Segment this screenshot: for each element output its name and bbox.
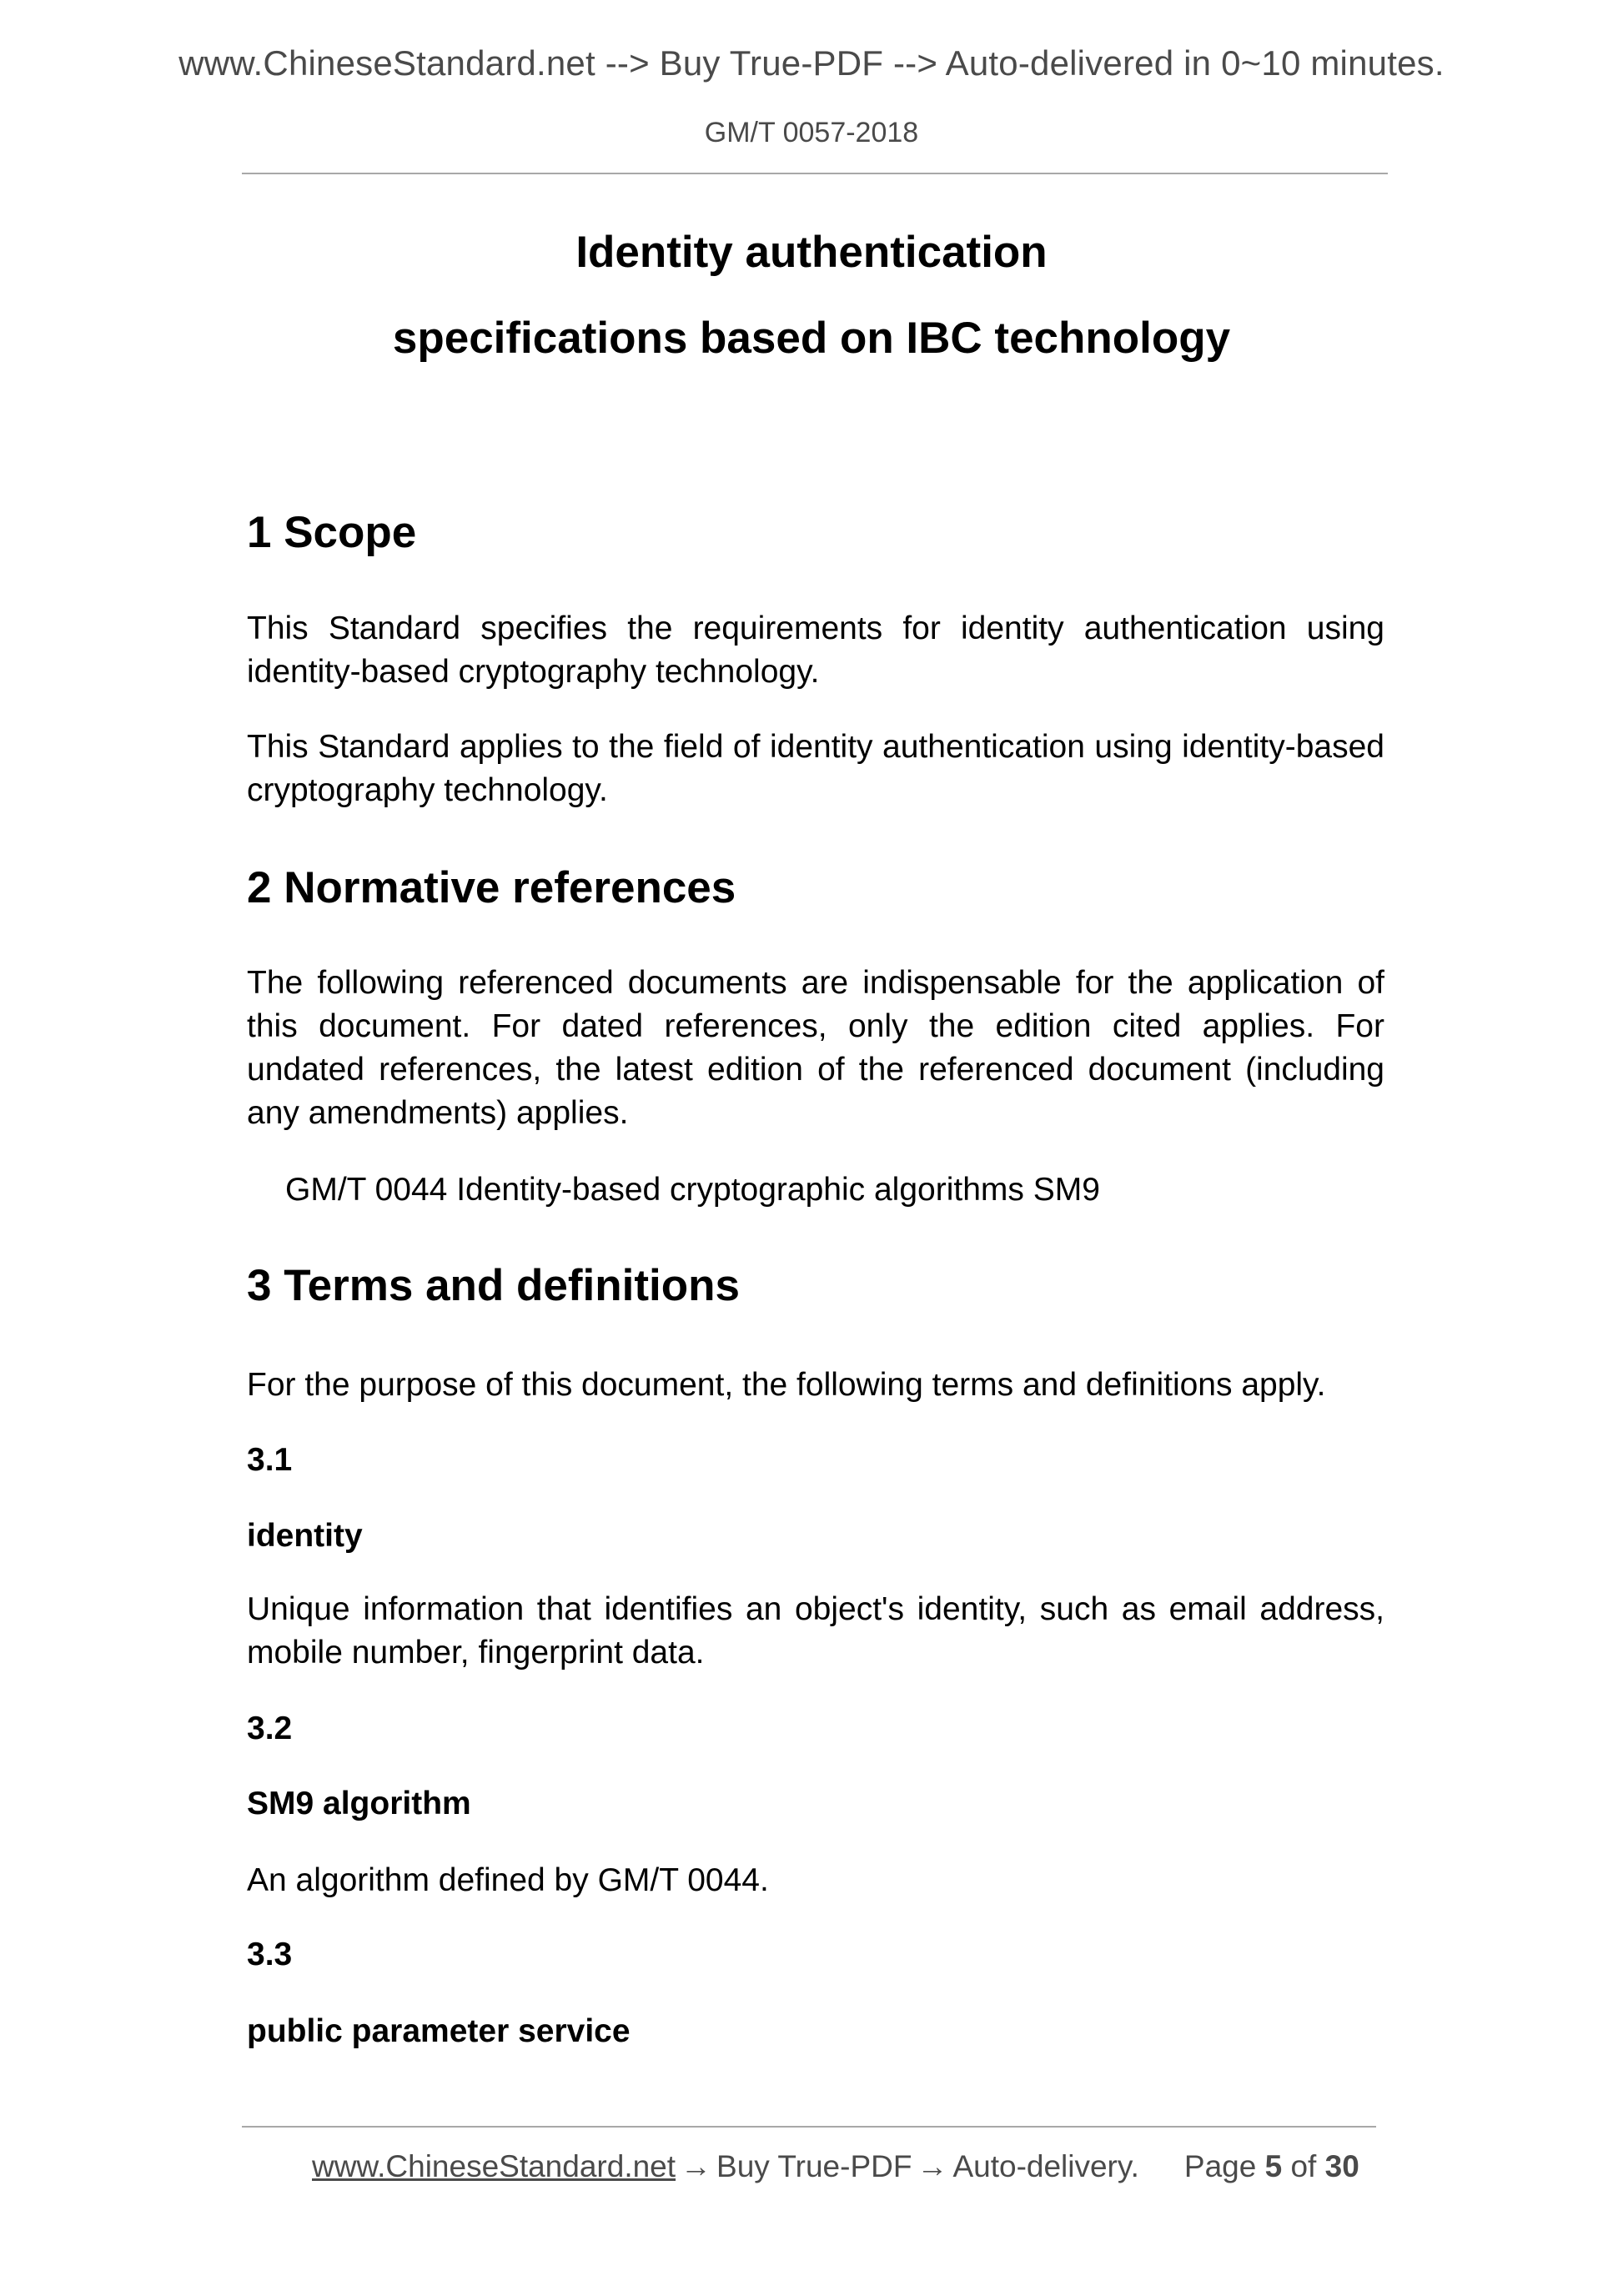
of-label: of bbox=[1290, 2149, 1317, 2183]
section-heading-terms: 3 Terms and definitions bbox=[247, 1261, 740, 1310]
term-name: public parameter service bbox=[247, 2013, 631, 2049]
document-title-line-2: specifications based on IBC technology bbox=[392, 314, 1231, 363]
header-divider bbox=[242, 173, 1388, 174]
normative-reference-item: GM/T 0044 Identity-based cryptographic algorithms SM9 bbox=[285, 1172, 1100, 1208]
section-heading-scope: 1 Scope bbox=[247, 508, 417, 557]
term-definition: Unique information that identifies an object's identity, such as email address, mobile number, fingerprint data. bbox=[247, 1591, 1384, 1671]
arrow-right-icon: → bbox=[917, 2149, 948, 2183]
page-number: 5 bbox=[1264, 2149, 1283, 2183]
scope-paragraph-1: This Standard specifies the requirements for identity authentication using identity-based cryptography technology. bbox=[247, 610, 1384, 690]
term-number: 3.3 bbox=[247, 1937, 293, 1972]
page-label: Page bbox=[1183, 2149, 1257, 2183]
footer-site-link[interactable]: www.ChineseStandard.net bbox=[312, 2149, 676, 2183]
page-total: 30 bbox=[1324, 2149, 1359, 2183]
term-name: SM9 algorithm bbox=[247, 1786, 471, 1821]
term-number: 3.1 bbox=[247, 1442, 293, 1478]
terms-intro: For the purpose of this document, the following terms and definitions apply. bbox=[247, 1367, 1326, 1403]
footer-delivery-text: Auto-delivery. bbox=[952, 2149, 1139, 2183]
footer-divider bbox=[242, 2126, 1376, 2128]
normative-paragraph: The following referenced documents are indispensable for the application of this document. For dated references, only the edition cited applies. For undated references, the latest edition of the referenced document (including any amendments) applies. bbox=[247, 965, 1384, 1131]
term-name: identity bbox=[247, 1518, 363, 1554]
scope-paragraph-2: This Standard applies to the field of identity authentication using identity-based cryptography technology. bbox=[247, 729, 1384, 808]
arrow-right-icon: → bbox=[681, 2149, 712, 2183]
page-footer bbox=[312, 2149, 1359, 2184]
document-title-line-1: Identity authentication bbox=[575, 228, 1048, 277]
footer-buy-text: Buy True-PDF bbox=[716, 2149, 912, 2183]
site-banner: www.ChineseStandard.net --> Buy True-PDF --> Auto-delivered in 0~10 minutes. bbox=[178, 43, 1445, 83]
section-heading-normative-references: 2 Normative references bbox=[247, 863, 736, 912]
standard-code: GM/T 0057-2018 bbox=[704, 117, 919, 148]
term-definition: An algorithm defined by GM/T 0044. bbox=[247, 1862, 769, 1898]
term-number: 3.2 bbox=[247, 1711, 293, 1746]
